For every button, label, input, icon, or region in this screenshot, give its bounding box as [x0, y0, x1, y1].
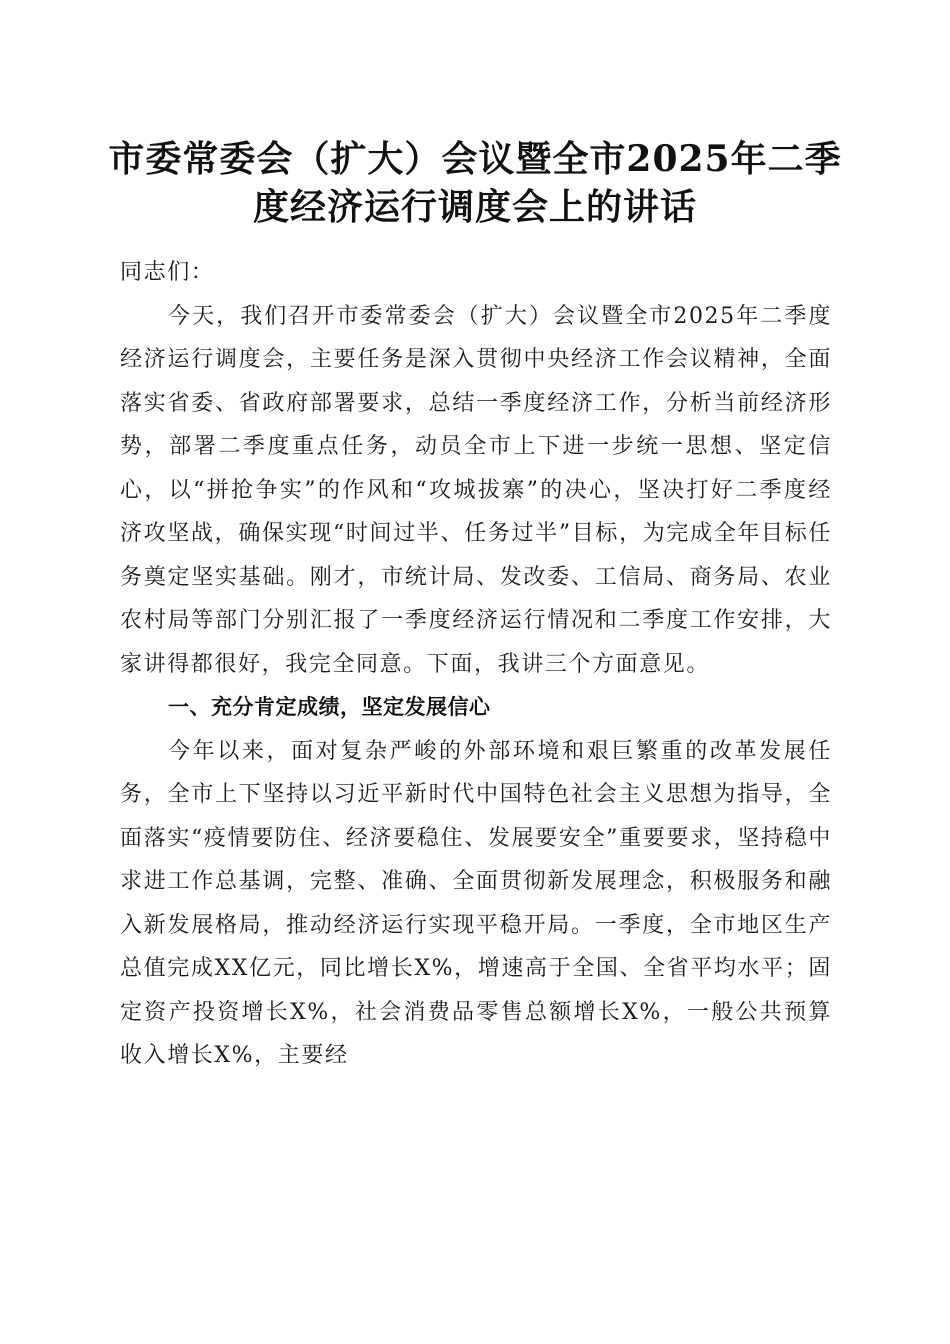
- paragraph-opening: 今天，我们召开市委常委会（扩大）会议暨全市2025年二季度经济运行调度会，主要任务是深入贯彻中央经济工作会议精神，全面落实省委、省政府部署要求，总结一季度经济工作，分析当前经济形势，部署二季度重点任务，动员全市上下进一步统一思想、坚定信心，以“拼抢争实”的作风和“攻城拔寨”的决心，坚决打好二季度经济攻坚战，确保实现“时间过半、任务过半”目标，为完成全年目标任务奠定坚实基础。刚才，市统计局、发改委、工信局、商务局、农业农村局等部门分别汇报了一季度经济运行情况和二季度工作安排，大家讲得都很好，我完全同意。下面，我讲三个方面意见。: [120, 303, 832, 677]
- section-heading-1: 一、充分肯定成绩，坚定发展信心: [168, 695, 491, 719]
- document-body: [120, 251, 832, 1078]
- salutation: 同志们：: [120, 260, 215, 285]
- document-title: [100, 135, 850, 231]
- paragraph-achievements: 今年以来，面对复杂严峻的外部环境和艰巨繁重的改革发展任务，全市上下坚持以习近平新时代中国特色社会主义思想为指导，全面落实“疫情要防住、经济要稳住、发展要安全”重要要求，坚持稳中求进工作总基调，完整、准确、全面贯彻新发展理念，积极服务和融入新发展格局，推动经济运行实现平稳开局。一季度，全市地区生产总值完成XX亿元，同比增长X%，增速高于全国、全省平均水平；固定资产投资增长X%，社会消费品零售总额增长X%，一般公共预算收入增长X%，主要经: [120, 738, 832, 1068]
- title-line-1: 市委常委会（扩大）会议暨全市2025年二季: [108, 138, 842, 180]
- title-line-2: 度经济运行调度会上的讲话: [252, 186, 697, 228]
